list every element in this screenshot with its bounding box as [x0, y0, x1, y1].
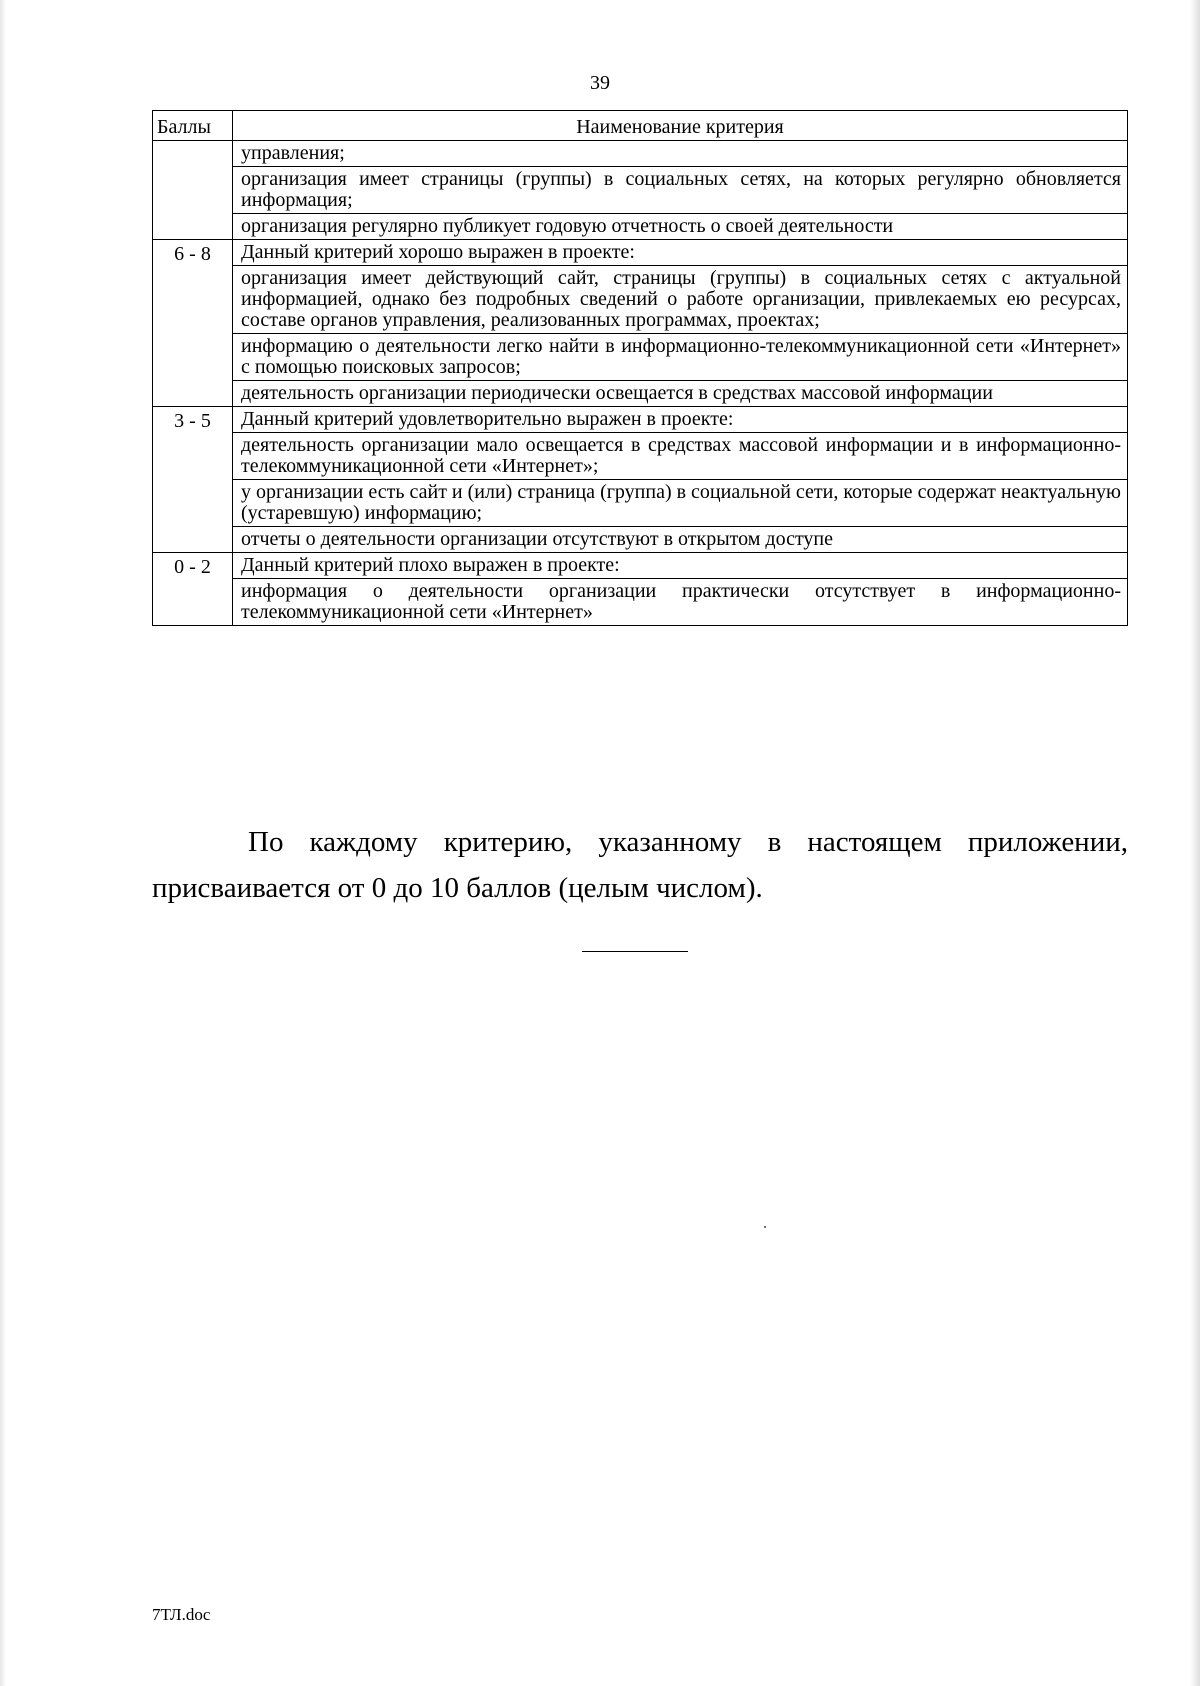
footer-filename: 7ТЛ.doc	[152, 1605, 211, 1624]
criterion-item: организация имеет страницы (группы) в социальных сетях, на которых регулярно обновляется информация;	[233, 166, 1127, 213]
table-row	[153, 240, 1128, 407]
criteria-cell	[233, 407, 1128, 553]
final-paragraph: По каждому критерию, указанному в настоящем приложении, присваивается от 0 до 10 баллов (целым числом).	[152, 826, 1128, 904]
end-rule	[582, 951, 688, 952]
criterion-item: Данный критерий удовлетворительно выражен в проекте:	[241, 408, 734, 430]
table-header-row	[153, 111, 1128, 141]
criterion-item: деятельность организации периодически освещается в средствах массовой информации	[233, 380, 1127, 406]
criterion-item: организация имеет действующий сайт, страницы (группы) в социальных сетях с актуальной информацией, однако без подробных сведений о работе организации, привлекаемых ею ресурсах, составе органов управления, реализованных программах, проектах;	[233, 265, 1127, 333]
table-row	[153, 553, 1128, 626]
criteria-cell	[233, 553, 1128, 626]
criterion-item: информацию о деятельности легко найти в информационно-телекоммуникационной сети «Интернет» с помощью поисковых запросов;	[233, 333, 1127, 380]
header-score: Баллы	[153, 111, 233, 141]
header-criterion-name: Наименование критерия	[233, 111, 1128, 141]
criterion-item: организация регулярно публикует годовую отчетность о своей деятельности	[233, 213, 1127, 239]
criteria-table	[152, 110, 1128, 626]
criterion-item: Данный критерий плохо выражен в проекте:	[241, 554, 620, 576]
scan-speck	[764, 1226, 766, 1228]
criterion-item: информация о деятельности организации практически отсутствует в информационно-телекоммуникационной сети «Интернет»	[233, 578, 1127, 625]
criterion-item: деятельность организации мало освещается в средствах массовой информации и в информационно-телекоммуникационной сети «Интернет»;	[233, 432, 1127, 479]
scan-edge-right	[1190, 0, 1200, 1686]
table-row	[153, 407, 1128, 553]
criteria-cell	[233, 141, 1128, 240]
score-cell	[153, 141, 233, 240]
scan-edge-left	[0, 0, 6, 1686]
criteria-cell	[233, 240, 1128, 407]
criterion-item: у организации есть сайт и (или) страница (группа) в социальной сети, которые содержат неактуальную (устаревшую) информацию;	[233, 479, 1127, 526]
criterion-item: отчеты о деятельности организации отсутствуют в открытом доступе	[233, 526, 1127, 552]
table-row	[153, 141, 1128, 240]
score-cell: 3 - 5	[153, 407, 233, 553]
score-cell: 6 - 8	[153, 240, 233, 407]
criterion-item: управления;	[241, 142, 345, 164]
score-cell: 0 - 2	[153, 553, 233, 626]
page-number: 39	[590, 72, 610, 94]
criterion-item: Данный критерий хорошо выражен в проекте:	[241, 241, 635, 263]
